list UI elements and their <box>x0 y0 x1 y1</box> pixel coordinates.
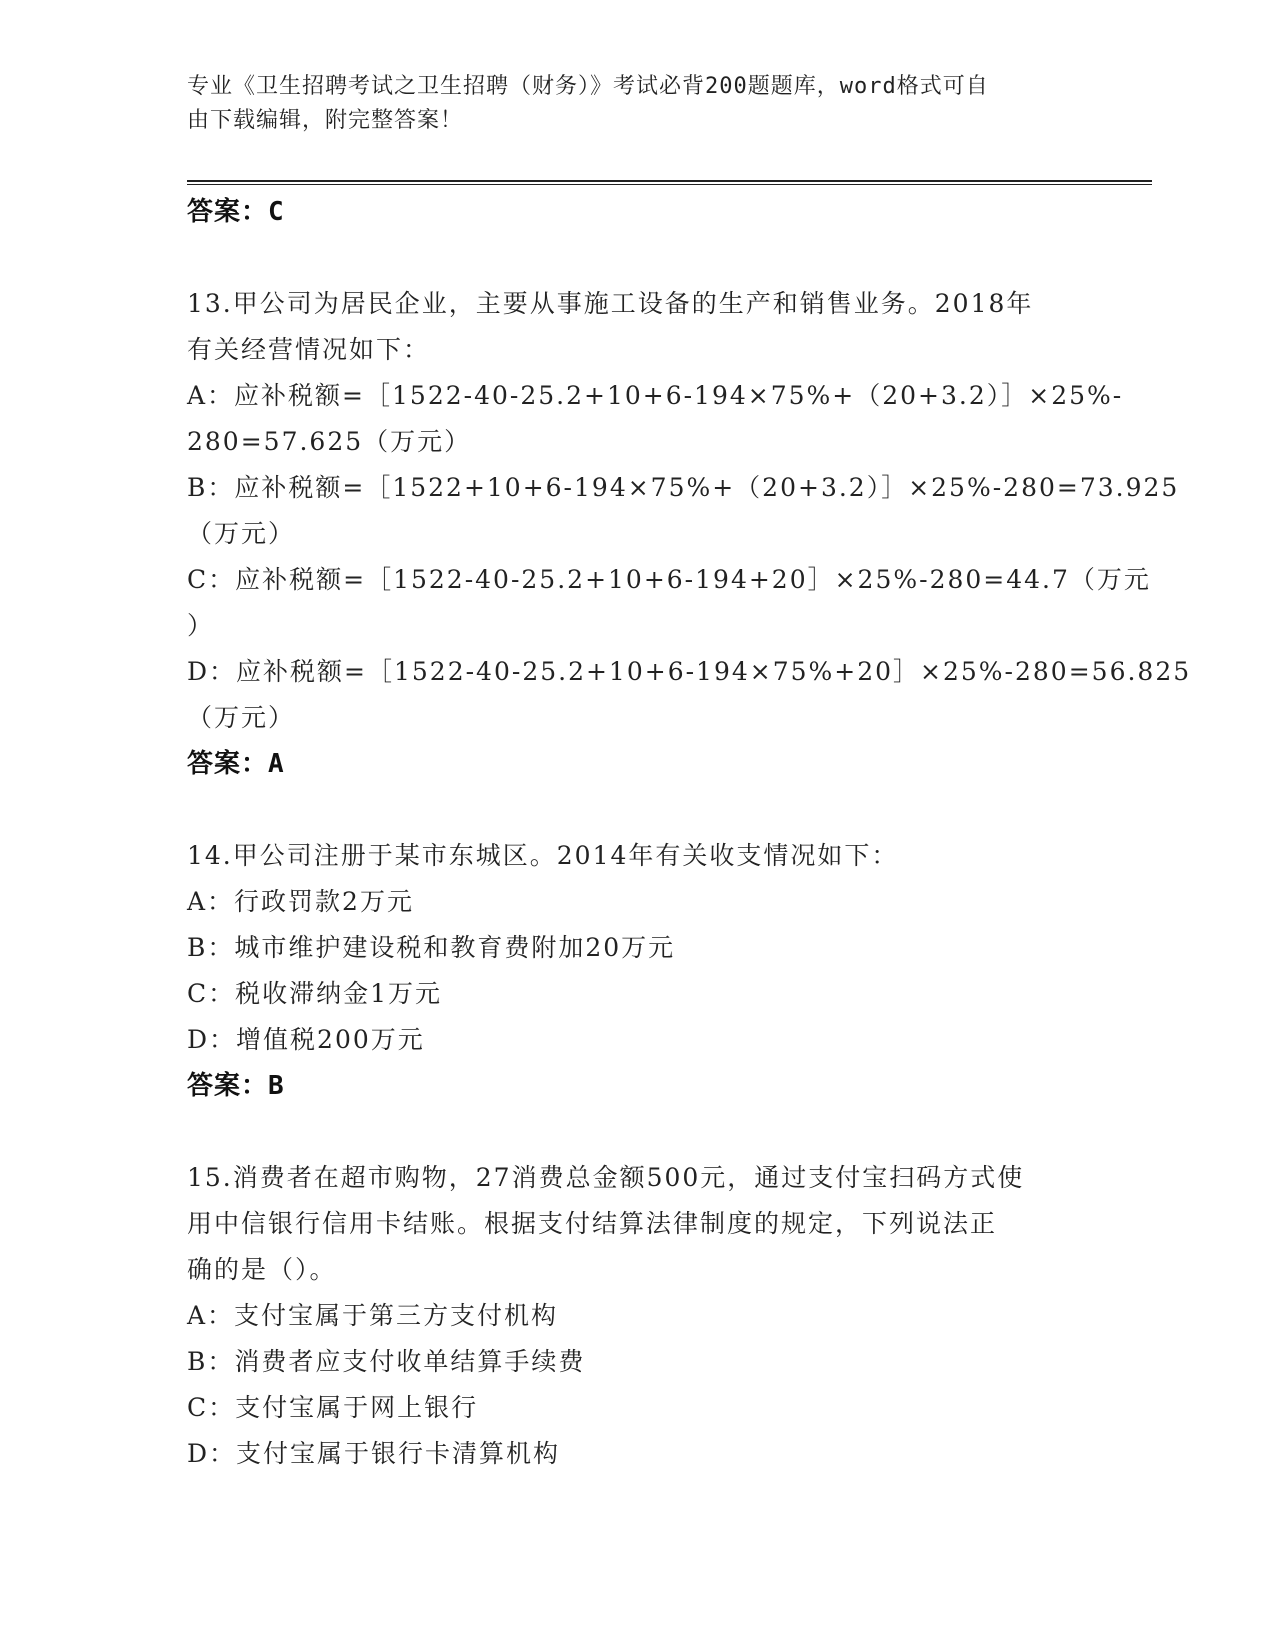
q14-option-a: A：行政罚款2万元 <box>187 887 414 916</box>
q13-option-a-line-1: A：应补税额=［1522-40-25.2+10+6-194×75%+（20+3.2）］×25%- <box>187 381 1124 410</box>
spacer <box>187 235 1087 281</box>
q13-stem-line-2: 有关经营情况如下： <box>187 335 431 364</box>
q13-option-b-line-2: （万元） <box>187 519 296 548</box>
question-13 <box>187 281 1192 787</box>
spacer <box>187 787 1087 833</box>
q15-stem-line-2: 用中信银行信用卡结账。根据支付结算法律制度的规定，下列说法正 <box>187 1209 998 1238</box>
q15-option-c: C：支付宝属于网上银行 <box>187 1393 479 1422</box>
spacer <box>187 1109 1087 1155</box>
question-15 <box>187 1155 1087 1477</box>
q15-option-d: D：支付宝属于银行卡清算机构 <box>187 1439 561 1468</box>
q13-option-a-line-2: 280=57.625（万元） <box>187 427 472 456</box>
q14-option-b: B：城市维护建设税和教育费附加20万元 <box>187 933 676 962</box>
q14-stem: 14.甲公司注册于某市东城区。2014年有关收支情况如下： <box>187 841 899 870</box>
header-rule-thick <box>187 180 1152 182</box>
header-line-2: 由下载编辑，附完整答案！ <box>187 108 464 133</box>
q15-stem-line-1: 15.消费者在超市购物，27消费总金额500元，通过支付宝扫码方式使 <box>187 1163 1025 1192</box>
q15-stem-line-3: 确的是（）。 <box>187 1255 337 1284</box>
header-line-1: 专业《卫生招聘考试之卫生招聘（财务）》考试必背200题题库，word格式可自 <box>187 74 989 99</box>
q13-answer: 答案：A <box>187 749 285 779</box>
q14-option-c: C：税收滞纳金1万元 <box>187 979 443 1008</box>
q15-option-b: B：消费者应支付收单结算手续费 <box>187 1347 586 1376</box>
q13-option-d-line-1: D：应补税额=［1522-40-25.2+10+6-194×75%+20］×25%-280=56.825 <box>187 657 1192 686</box>
q15-option-a: A：支付宝属于第三方支付机构 <box>187 1301 559 1330</box>
q14-option-d: D：增值税200万元 <box>187 1025 425 1054</box>
header-rule-thin <box>187 184 1152 185</box>
q13-stem-line-1: 13.甲公司为居民企业，主要从事施工设备的生产和销售业务。2018年 <box>187 289 1034 318</box>
q14-answer: 答案：B <box>187 1071 285 1101</box>
q13-option-b-line-1: B：应补税额=［1522+10+6-194×75%+（20+3.2）］×25%-280=73.925 <box>187 473 1180 502</box>
q13-option-c-line-2: ） <box>187 611 215 640</box>
document-header <box>187 70 1067 138</box>
document-body <box>187 189 1192 1477</box>
q13-option-d-line-2: （万元） <box>187 703 296 732</box>
question-14 <box>187 833 1087 1109</box>
q13-option-c-line-1: C：应补税额=［1522-40-25.2+10+6-194+20］×25%-280=44.7（万元 <box>187 565 1151 594</box>
q12-answer: 答案：C <box>187 197 285 227</box>
